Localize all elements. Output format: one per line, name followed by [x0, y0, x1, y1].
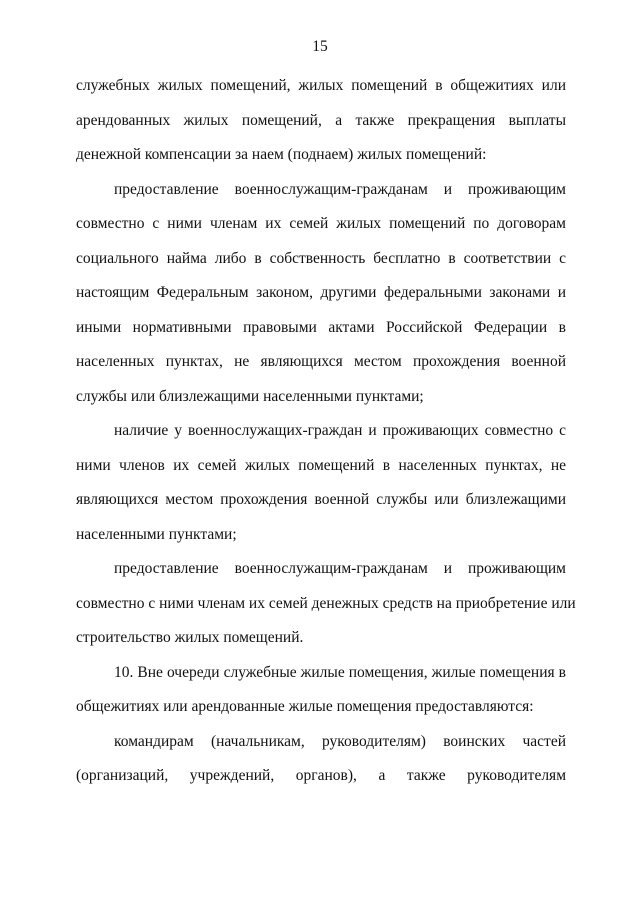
text-line: иными нормативными правовыми актами Российской Федерации в [76, 318, 566, 336]
text-line: денежной компенсации за наем (поднаем) жилых помещений: [76, 146, 487, 163]
text-line: общежитиях или арендованные жилые помещения предоставляются: [76, 698, 534, 715]
text-line: являющихся местом прохождения военной службы или близлежащими [76, 491, 566, 508]
text-line: настоящим Федеральным законом, другими федеральными законами и [76, 284, 566, 301]
paragraph [76, 421, 566, 559]
document-body [76, 76, 576, 801]
text-line: строительство жилых помещений. [76, 629, 304, 646]
paragraph [76, 180, 566, 422]
paragraph [76, 663, 566, 732]
text-line: ними членов их семей жилых помещений в населенных пунктах, не [76, 456, 566, 474]
text-line: совместно с ними членам их семей жилых помещений по договорам [76, 215, 566, 232]
text-line: населенных пунктах, не являющихся местом прохождения военной [76, 353, 566, 370]
page-number: 15 [312, 38, 328, 55]
text-line: предоставление военнослужащим-гражданам и проживающим [114, 560, 566, 577]
text-line: наличие у военнослужащих-граждан и проживающих совместно с [114, 422, 566, 439]
text-line: арендованных жилых помещений, а также прекращения выплаты [76, 111, 566, 129]
text-line: совместно с ними членам их семей денежных средств на приобретение или [76, 594, 576, 612]
text-line: предоставление военнослужащим-гражданам и проживающим [114, 180, 566, 198]
text-line: населенными пунктами; [76, 525, 237, 543]
text-line: (организаций, учреждений, органов), а также руководителям [76, 767, 566, 784]
text-line: служебных жилых помещений, жилых помещений в общежитиях или [76, 77, 566, 94]
text-line: социального найма либо в собственность бесплатно в соответствии с [76, 249, 566, 267]
paragraph [76, 732, 566, 801]
text-line: службы или близлежащими населенными пунктами; [76, 387, 424, 405]
paragraph [76, 559, 576, 663]
paragraph [76, 76, 566, 180]
text-line: 10. Вне очереди служебные жилые помещения, жилые помещения в [114, 663, 566, 681]
text-line: командирам (начальникам, руководителям) воинских частей [114, 732, 566, 750]
